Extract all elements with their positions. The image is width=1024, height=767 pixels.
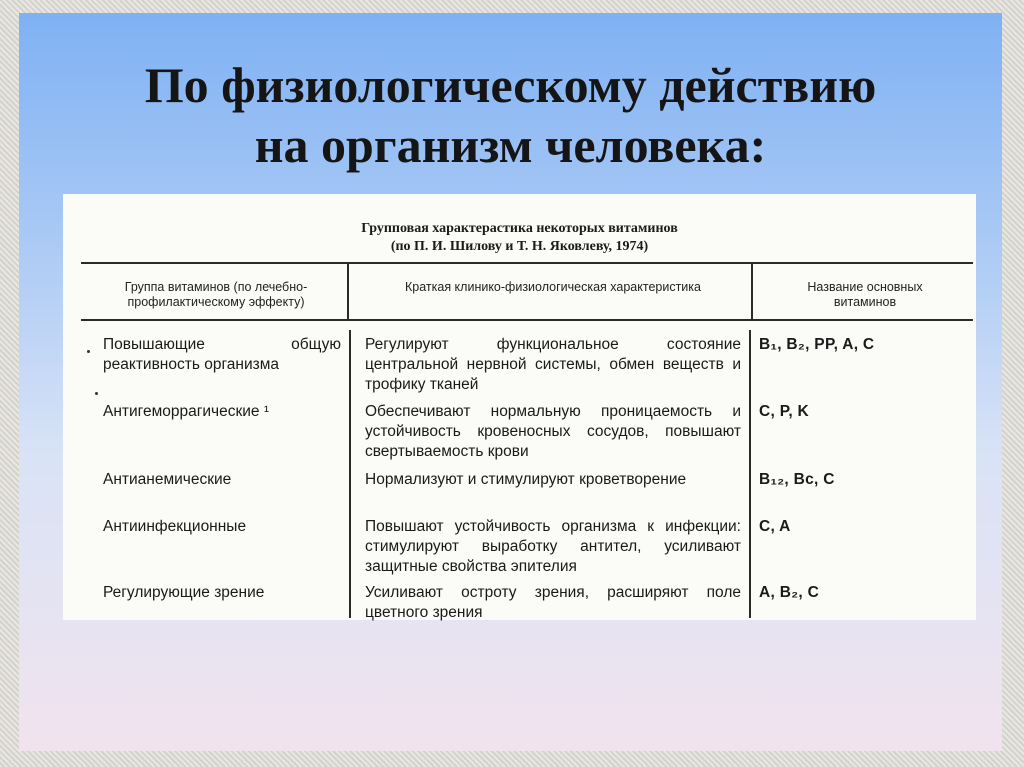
body-divider-1 [349,330,351,618]
row-5-group: Регулирующие зрение [103,584,265,601]
row-1-description: Регулируют функциональное состояние центральной нервной системы, обмен веществ и трофику тканей [365,336,741,393]
header-group: Группа витаминов (по лечебно-профилактическому эффекту) [124,280,308,309]
scanned-table [63,194,976,620]
header-vitamins: Название основных витаминов [807,280,923,309]
row-2-description: Обеспечивают нормальную проницаемость и устойчивость кровеносных сосудов, повышают свертываемость крови [365,403,741,460]
slide [19,13,1002,751]
scan-speck [87,350,90,353]
row-2-group: Антигеморрагические ¹ [103,403,270,420]
slide-title [19,55,1002,175]
row-1-group: Повышающие общую реактивность организма [103,336,341,373]
slide-title-line1: По физиологическому действию [144,57,877,113]
row-5-vitamins: A, B₂, C [759,584,820,601]
row-4-vitamins: C, A [759,518,791,535]
row-5-description: Усиливают остроту зрения, расширяют поле цветного зрения [365,584,741,621]
slide-title-line2: на организм человека: [254,117,767,173]
table-caption-line2: (по П. И. Шилову и Т. Н. Яковлеву, 1974) [390,239,649,254]
row-4-group: Антиинфекционные [103,518,247,535]
row-2-vitamins: C, P, K [759,403,810,420]
header-divider-1 [347,262,349,320]
row-3-vitamins: B₁₂, Bc, C [759,471,835,488]
row-1-vitamins: B₁, B₂, PP, A, C [759,336,875,353]
body-divider-2 [749,330,751,618]
table-top-rule [81,262,973,264]
row-3-description: Нормализуют и стимулируют кроветворение [365,471,687,488]
scan-speck [95,392,98,395]
header-divider-2 [751,262,753,320]
row-3-group: Антианемические [103,471,232,488]
table-header-rule [81,319,973,321]
row-4-description: Повышают устойчивость организма к инфекции: стимулируют выработку антител, усиливают защитные свойства эпителия [365,518,741,575]
header-description: Краткая клинико-физиологическая характеристика [404,280,701,294]
table-caption-line1: Групповая характерастика некоторых витаминов [361,221,678,236]
